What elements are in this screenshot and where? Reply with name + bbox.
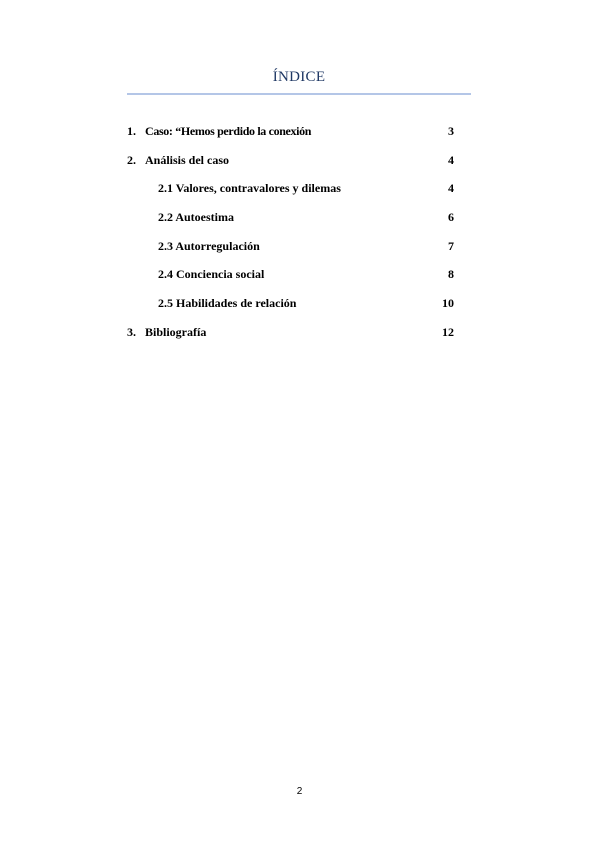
toc-entry-number: 3.	[127, 325, 136, 339]
toc-entry-conciencia-social[interactable]	[0, 266, 599, 282]
toc-entry-label: 2.1 Valores, contravalores y dilemas	[158, 181, 341, 195]
toc-entry-page: 4	[448, 153, 454, 167]
page-number: 2	[296, 786, 303, 797]
toc-entry-label: 2.2 Autoestima	[158, 210, 234, 224]
toc-title: ÍNDICE	[272, 69, 326, 85]
toc-entry-autorregulacion[interactable]	[0, 238, 599, 254]
toc-entry-autoestima[interactable]	[0, 209, 599, 225]
title-underline	[127, 93, 471, 95]
toc-entry-page: 10	[442, 296, 454, 310]
toc-entry-bibliografia[interactable]	[0, 324, 599, 340]
toc-entry-label: 2.3 Autorregulación	[158, 239, 260, 253]
toc-entry-page: 4	[448, 181, 454, 195]
toc-entry-label: Caso: “Hemos perdido la conexión	[145, 124, 312, 138]
toc-entry-analisis[interactable]	[0, 152, 599, 168]
toc-entry-label: 2.5 Habilidades de relación	[158, 296, 297, 310]
toc-entry-page: 7	[448, 239, 454, 253]
toc-entry-page: 12	[442, 325, 454, 339]
toc-entry-valores[interactable]	[0, 180, 599, 196]
toc-entry-habilidades[interactable]	[0, 295, 599, 311]
toc-entry-caso[interactable]	[0, 123, 599, 139]
toc-entry-label: 2.4 Conciencia social	[158, 267, 265, 281]
toc-entry-number: 2.	[127, 153, 136, 167]
toc-entry-number: 1.	[127, 124, 136, 138]
toc-entry-page: 3	[448, 124, 454, 138]
toc-entry-label: Bibliografía	[145, 325, 207, 339]
toc-entry-page: 8	[448, 267, 454, 281]
toc-entry-label: Análisis del caso	[145, 153, 230, 167]
toc-entry-page: 6	[448, 210, 454, 224]
